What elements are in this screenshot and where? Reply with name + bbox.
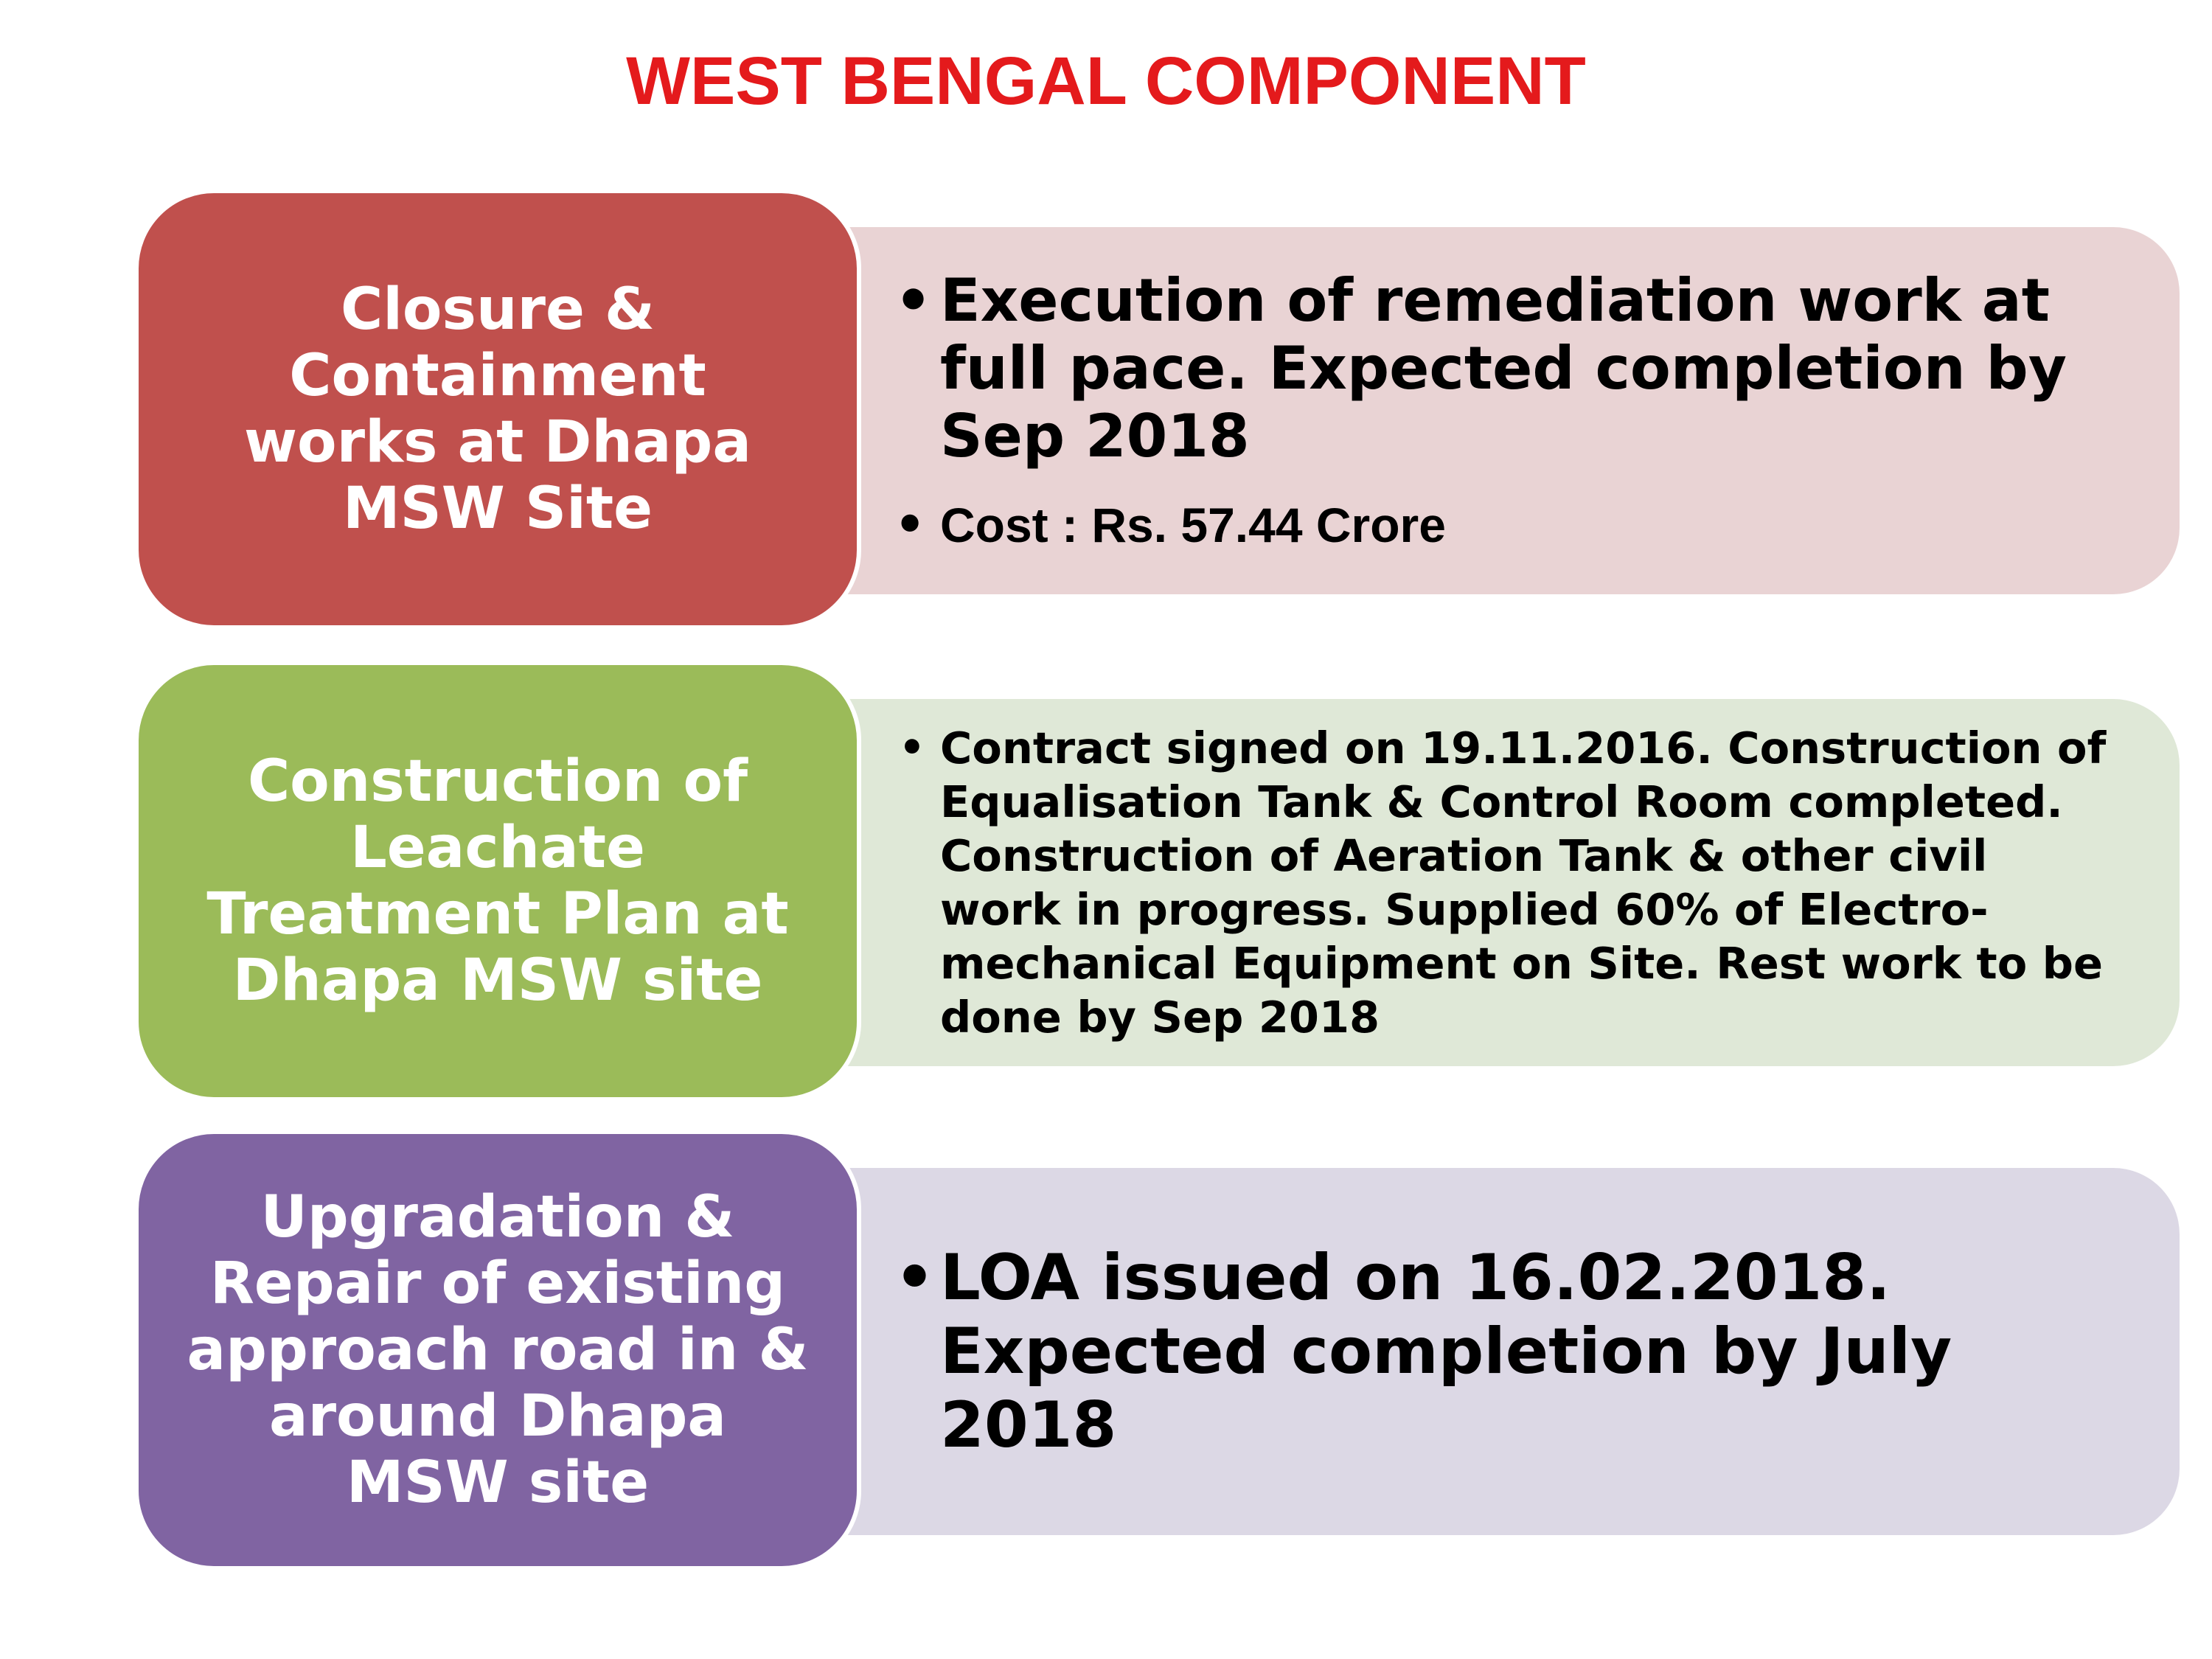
row2-bullet-1	[899, 721, 2121, 1044]
row2-detail-box	[782, 699, 2180, 1066]
row1-bullet-2	[894, 495, 2121, 554]
bullet-dot-icon: •	[899, 724, 925, 772]
row2-bullet-list	[899, 721, 2121, 1044]
bullet-dot-icon: •	[894, 496, 926, 553]
page-title: WEST BENGAL COMPONENT	[626, 44, 1586, 119]
row2-label-box	[134, 661, 861, 1102]
bullet-dot-icon: •	[894, 266, 933, 335]
row3-label: Upgradation & Repair of existing approach road in & around Dhapa MSW site	[187, 1184, 809, 1516]
row1-bullet-1-text: Execution of remediation work at full pace. Expected completion by Sep 2018	[940, 266, 2067, 470]
row3-bullet-list	[894, 1241, 2121, 1462]
row1-bullet-1	[894, 266, 2121, 470]
row2-label: Construction of Leachate Treatment Plan at Dhapa MSW site	[206, 748, 789, 1014]
row1-label: Closure & Containment works at Dhapa MSW Site	[243, 276, 752, 542]
row3-detail-box	[782, 1168, 2180, 1535]
row1-label-box	[134, 189, 861, 630]
bullet-dot-icon: •	[894, 1241, 935, 1315]
row3-bullet-1	[894, 1241, 2121, 1462]
row2-bullet-1-text: Contract signed on 19.11.2016. Construction of Equalisation Tank & Control Room completed. Construction of Aeration Tank & other civil work in progress. Supplied 60% of Electro-mechanical Equipment on Site. Rest work to be done by Sep 2018	[940, 723, 2107, 1043]
row3-label-box	[134, 1130, 861, 1571]
row1-bullet-2-text: Cost : Rs. 57.44 Crore	[940, 498, 1446, 552]
row1-detail-box	[782, 227, 2180, 594]
row1-bullet-list	[894, 266, 2121, 554]
row3-bullet-1-text: LOA issued on 16.02.2018. Expected completion by July 2018	[940, 1241, 1952, 1462]
